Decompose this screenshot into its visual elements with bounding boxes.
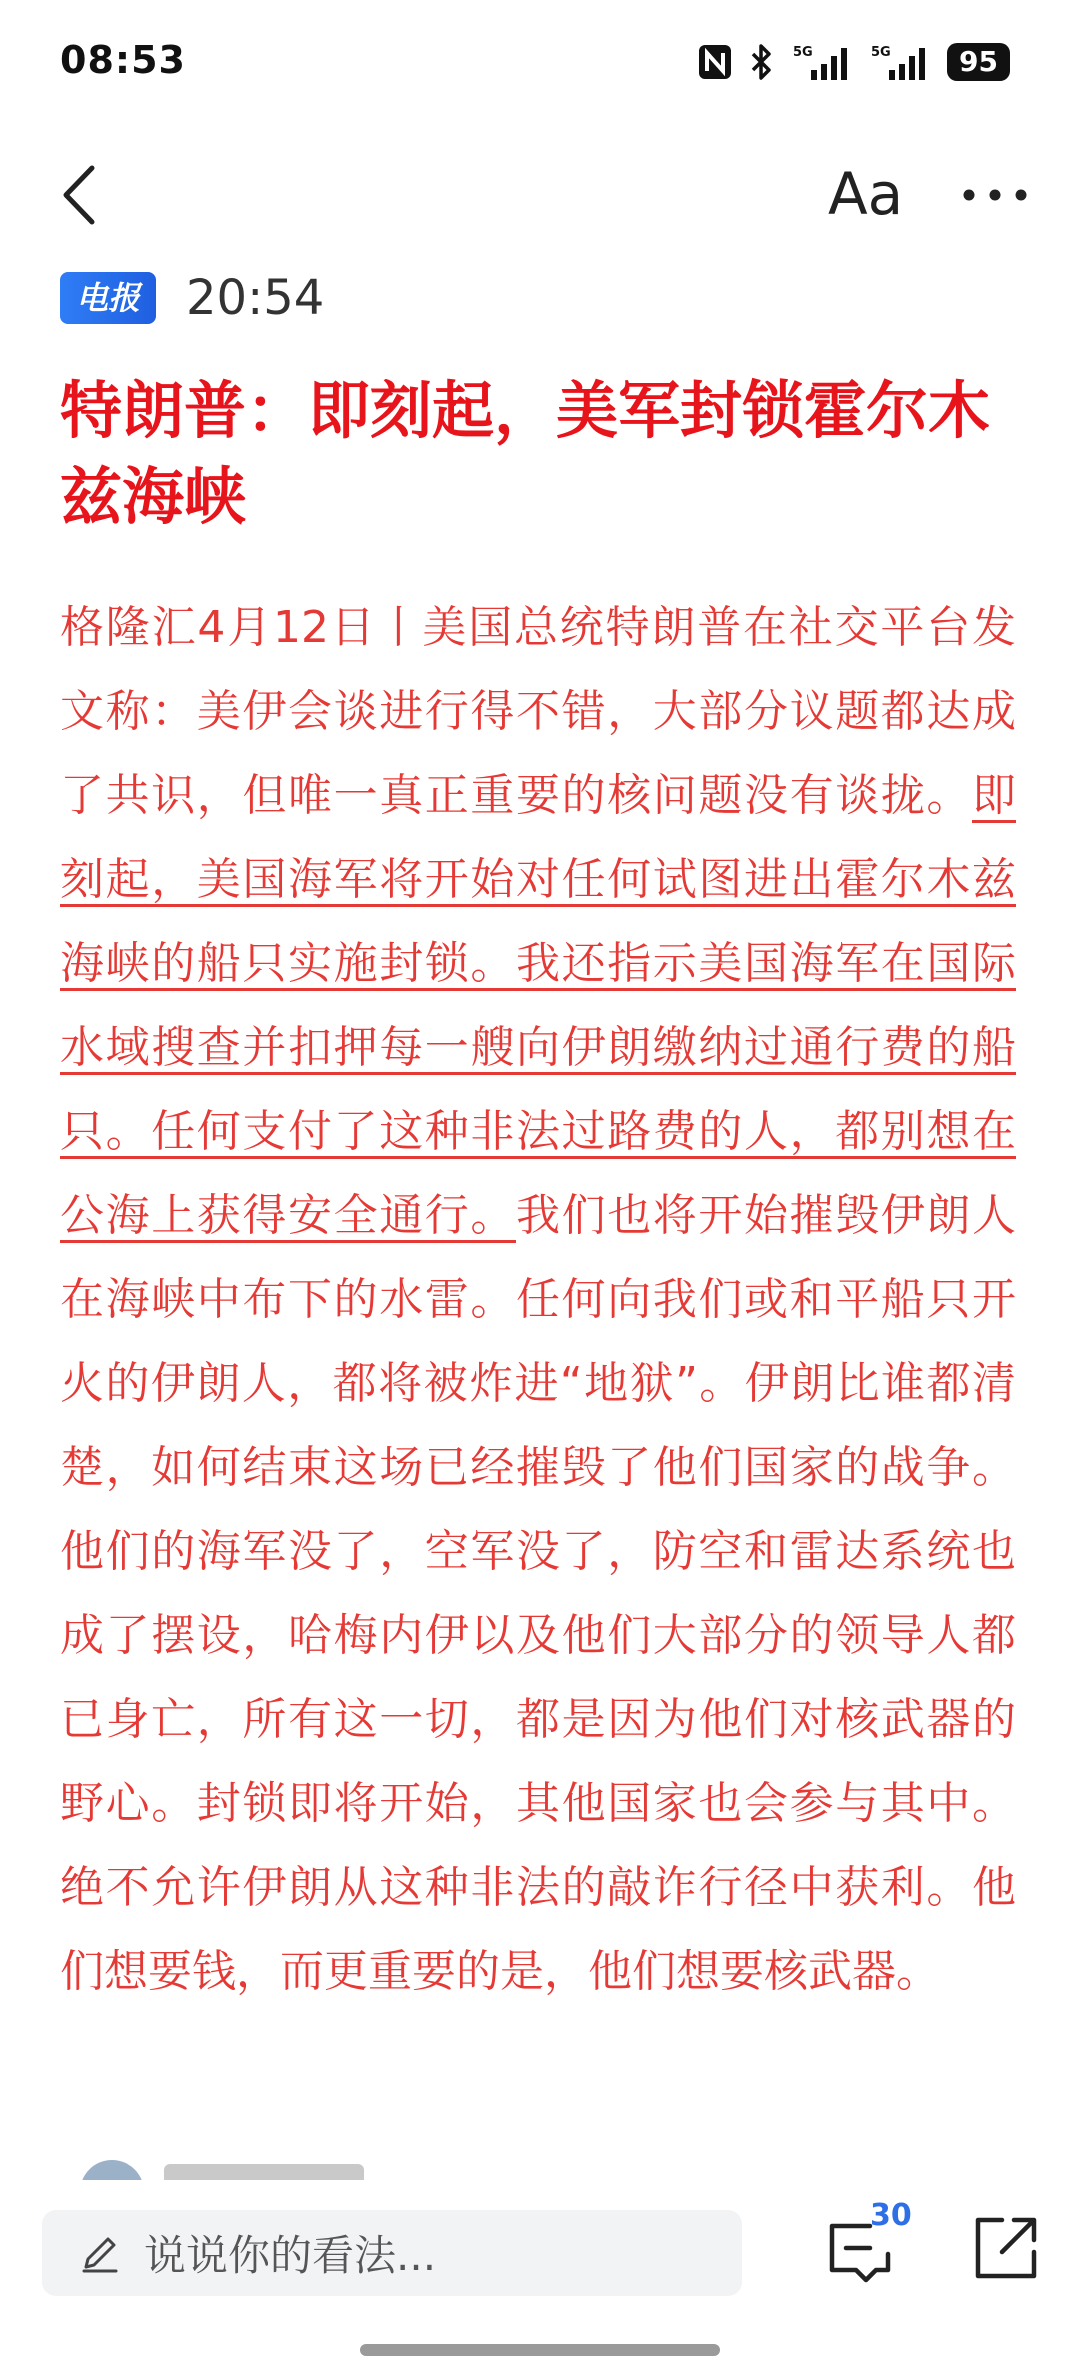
font-size-button[interactable]: Aa — [828, 160, 904, 228]
signal-icon — [791, 42, 853, 82]
bottom-action-bar — [0, 2180, 1080, 2376]
signal-2-label: 5G — [871, 45, 891, 60]
avatar — [80, 2160, 144, 2180]
nfc-icon — [697, 43, 733, 81]
battery-indicator: 95 — [947, 43, 1010, 81]
back-button[interactable] — [52, 160, 112, 230]
back-icon — [52, 160, 112, 230]
share-icon — [972, 2214, 1040, 2282]
bluetooth-icon — [749, 43, 775, 81]
more-button[interactable] — [960, 170, 1030, 220]
top-nav — [0, 140, 1080, 250]
home-indicator[interactable] — [360, 2344, 720, 2356]
comment-input[interactable] — [42, 2210, 742, 2296]
status-time: 08:53 — [60, 38, 186, 82]
telegraph-tag: 电报 — [60, 272, 156, 324]
article-headline: 特朗普：即刻起，美军封锁霍尔木兹海峡 — [60, 374, 991, 533]
article-highlight: 即刻起，美国海军将开始对任何试图进出霍尔木兹海峡的船只实施封锁。我还指示美国海军在国际水域搜查并扣押每一艘向伊朗缴纳过通行费的船只。任何支付了这种非法过路费的人，都别想在公海上获得安全通行。 — [60, 770, 1016, 1241]
article-lead: 格隆汇4月12日丨美国总统特朗普在社交平台发文称：美伊会谈进行得不错，大部分议题都达成了共识，但唯一真正重要的核问题没有谈拢。 — [60, 602, 1016, 821]
share-button[interactable] — [972, 2214, 1040, 2282]
comment-preview-peek — [80, 2150, 980, 2180]
comment-placeholder: 说说你的看法... — [144, 2231, 437, 2280]
status-icons — [697, 42, 1010, 82]
article-body — [60, 586, 1016, 2014]
article-rest: 我们也将开始摧毁伊朗人在海峡中布下的水雷。任何向我们或和平船只开火的伊朗人，都将被炸进“地狱”。伊朗比谁都清楚，如何结束这场已经摧毁了他们国家的战争。他们的海军没了，空军没了，防空和雷达系统也成了摆设，哈梅内伊以及他们大部分的领导人都已身亡，所有这一切，都是因为他们对核武器的野心。封锁即将开始，其他国家也会参与其中。绝不允许伊朗从这种非法的敲诈行径中获利。他们想要钱，而更重要的是，他们想要核武器。 — [60, 1190, 1016, 1997]
signal-1-label: 5G — [793, 45, 813, 60]
status-bar — [0, 0, 1080, 130]
more-icon — [960, 170, 1030, 220]
signal-icon-2 — [869, 42, 931, 82]
publish-time: 20:54 — [186, 270, 325, 326]
article-meta — [60, 270, 324, 326]
commenter-name-placeholder — [164, 2164, 364, 2180]
comments-count: 30 — [870, 2198, 912, 2233]
pen-icon — [78, 2231, 122, 2275]
